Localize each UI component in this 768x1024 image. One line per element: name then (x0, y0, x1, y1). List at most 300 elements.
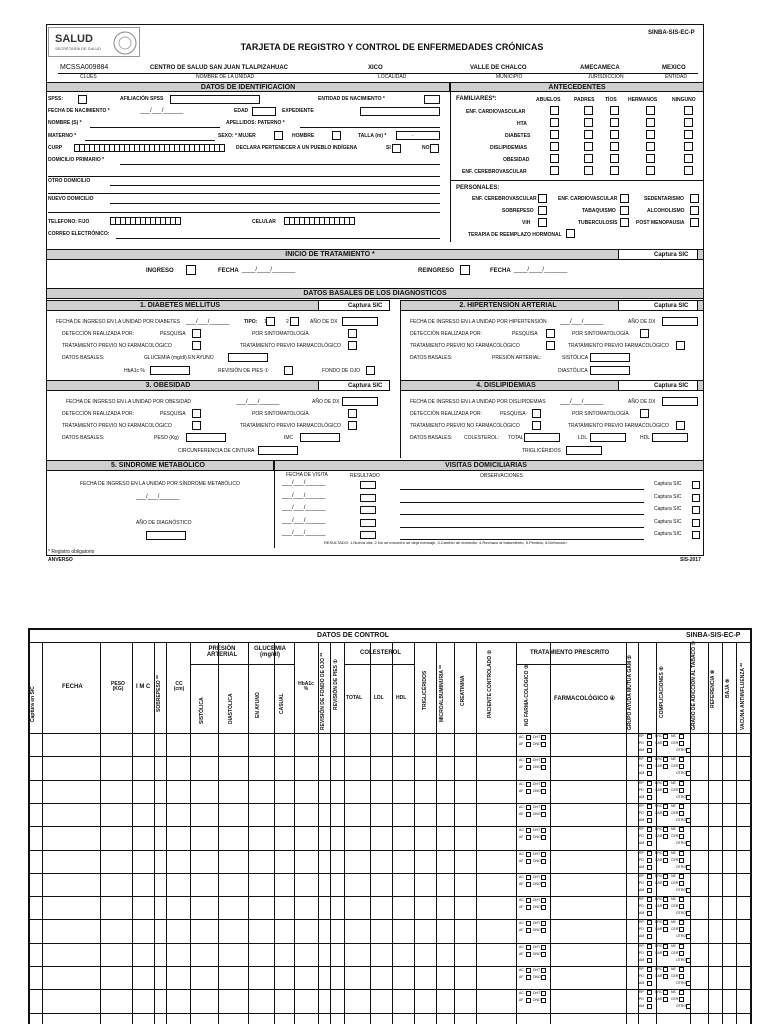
comp-checkbox[interactable] (647, 795, 652, 800)
comp-checkbox[interactable] (679, 851, 684, 856)
comp-option: PD (639, 997, 644, 1002)
comp-checkbox[interactable] (647, 827, 652, 832)
comp-checkbox[interactable] (647, 781, 652, 786)
nuevo-dom-line-2[interactable] (48, 212, 440, 213)
familiar-checkbox[interactable] (646, 142, 655, 151)
nf-checkbox[interactable] (526, 952, 531, 957)
familiar-checkbox[interactable] (550, 130, 559, 139)
p-enf-cerebro-checkbox[interactable] (538, 194, 547, 203)
comp-checkbox[interactable] (663, 897, 668, 902)
comp-checkbox[interactable] (663, 804, 668, 809)
comp-checkbox[interactable] (647, 927, 652, 932)
ingreso-label: INGRESO (146, 268, 174, 274)
comp-option: NE (671, 803, 676, 808)
familiar-checkbox[interactable] (584, 166, 593, 175)
dm-anio-field[interactable] (342, 317, 378, 326)
comp-checkbox[interactable] (686, 888, 691, 893)
ob-pesquisa-checkbox[interactable] (192, 409, 201, 418)
visita-captura-checkbox[interactable] (692, 506, 700, 514)
comp-checkbox[interactable] (647, 818, 652, 823)
comp-checkbox[interactable] (679, 764, 684, 769)
familiar-checkbox[interactable] (610, 154, 619, 163)
comp-checkbox[interactable] (647, 788, 652, 793)
visita-fecha[interactable]: ___/___/______ (282, 492, 326, 499)
comp-checkbox[interactable] (679, 881, 684, 886)
comp-checkbox[interactable] (647, 974, 652, 979)
nf-checkbox[interactable] (526, 928, 531, 933)
nf-checkbox[interactable] (526, 805, 531, 810)
p-sobrepeso-checkbox[interactable] (538, 206, 547, 215)
comp-checkbox[interactable] (679, 990, 684, 995)
dm-tipo2-checkbox[interactable] (290, 317, 299, 326)
ob-sintomatologia-checkbox[interactable] (348, 409, 357, 418)
familiar-checkbox[interactable] (550, 118, 559, 127)
paterno-line[interactable] (300, 127, 440, 128)
nf-checkbox[interactable] (526, 905, 531, 910)
nf-checkbox[interactable] (526, 975, 531, 980)
familiar-checkbox[interactable] (646, 106, 655, 115)
afiliacion-field[interactable] (170, 95, 260, 104)
nf-checkbox[interactable] (526, 735, 531, 740)
hta-farm-checkbox[interactable] (676, 341, 685, 350)
comp-checkbox[interactable] (679, 804, 684, 809)
visita-captura-checkbox[interactable] (692, 494, 700, 502)
p-vih-checkbox[interactable] (538, 218, 547, 227)
telefono-field[interactable] (110, 217, 180, 225)
comp-checkbox[interactable] (679, 951, 684, 956)
tratamiento-title: INICIO DE TRATAMIENTO * (285, 251, 375, 258)
materno-line[interactable] (85, 140, 215, 141)
nf-checkbox[interactable] (541, 789, 546, 794)
otro-dom-line-2[interactable] (48, 193, 440, 194)
hombre-checkbox[interactable] (332, 131, 341, 140)
cc-header: CC (cm) (173, 681, 185, 692)
comp-checkbox[interactable] (679, 897, 684, 902)
nf-checkbox[interactable] (541, 735, 546, 740)
talla-field[interactable] (396, 131, 440, 140)
nf-checkbox[interactable] (541, 898, 546, 903)
nf-option: DHT (533, 991, 541, 996)
ob-farm-checkbox[interactable] (348, 421, 357, 430)
familiar-checkbox[interactable] (550, 106, 559, 115)
comp-checkbox[interactable] (679, 904, 684, 909)
nf-checkbox[interactable] (526, 882, 531, 887)
edad-label: EDAD (234, 108, 249, 114)
dl-nofarm-checkbox[interactable] (532, 421, 541, 430)
comp-checkbox[interactable] (686, 748, 691, 753)
visita-resultado-field[interactable] (360, 506, 376, 514)
comp-checkbox[interactable] (679, 834, 684, 839)
familiar-checkbox[interactable] (646, 166, 655, 175)
familiar-checkbox[interactable] (550, 166, 559, 175)
dm-tipo1-checkbox[interactable] (266, 317, 275, 326)
p-alcoholismo-checkbox[interactable] (690, 206, 699, 215)
nf-checkbox[interactable] (526, 875, 531, 880)
dm-glucemia-field[interactable] (228, 353, 268, 362)
p-tabaquismo-checkbox[interactable] (620, 206, 629, 215)
otro-dom-line[interactable] (110, 185, 440, 186)
nf-checkbox[interactable] (541, 905, 546, 910)
comp-checkbox[interactable] (663, 951, 668, 956)
familiar-checkbox[interactable] (584, 154, 593, 163)
sm-anio-field[interactable] (146, 531, 186, 540)
comp-checkbox[interactable] (686, 795, 691, 800)
comp-checkbox[interactable] (663, 920, 668, 925)
comp-checkbox[interactable] (647, 874, 652, 879)
label-municipality: MUNICIPIO (496, 74, 523, 80)
entidad-nac-field[interactable] (424, 95, 440, 104)
domicilio-line-2[interactable] (48, 176, 440, 177)
comp-checkbox[interactable] (647, 920, 652, 925)
nf-checkbox[interactable] (541, 812, 546, 817)
comp-checkbox[interactable] (686, 958, 691, 963)
unit-name[interactable]: CENTRO DE SALUD SAN JUAN TLALPIZAHUAC (150, 65, 288, 71)
nf-checkbox[interactable] (541, 805, 546, 810)
presion-glucemia-subline (190, 664, 294, 665)
familiar-checkbox[interactable] (584, 130, 593, 139)
comp-checkbox[interactable] (647, 911, 652, 916)
nf-checkbox[interactable] (526, 852, 531, 857)
nf-checkbox[interactable] (526, 991, 531, 996)
nf-checkbox[interactable] (526, 859, 531, 864)
p-tuberculosis-checkbox[interactable] (620, 218, 629, 227)
comp-checkbox[interactable] (647, 958, 652, 963)
comp-checkbox[interactable] (647, 888, 652, 893)
dl-ldl-field[interactable] (590, 433, 626, 442)
comp-checkbox[interactable] (647, 757, 652, 762)
visita-resultado-field[interactable] (360, 531, 376, 539)
nf-checkbox[interactable] (526, 921, 531, 926)
hta-diastolica-field[interactable] (590, 366, 630, 375)
nf-checkbox[interactable] (541, 875, 546, 880)
ob-cintura-field[interactable] (258, 446, 298, 455)
en-ayuno-header: EN AYUNO (255, 692, 261, 718)
nf-checkbox[interactable] (526, 812, 531, 817)
visita-captura-checkbox[interactable] (692, 531, 700, 539)
fecha-nac-blank[interactable]: ___/___/______ (140, 108, 184, 114)
comp-checkbox[interactable] (663, 781, 668, 786)
comp-checkbox[interactable] (647, 990, 652, 995)
nf-checkbox[interactable] (541, 859, 546, 864)
visita-fecha[interactable]: ___/___/______ (282, 517, 326, 524)
nf-checkbox[interactable] (526, 828, 531, 833)
ingreso-fecha-blank[interactable]: ____/____/_______ (242, 267, 296, 273)
nf-checkbox[interactable] (526, 835, 531, 840)
dm-revision-checkbox[interactable] (284, 366, 293, 375)
comp-checkbox[interactable] (647, 944, 652, 949)
comp-checkbox[interactable] (679, 997, 684, 1002)
comp-checkbox[interactable] (686, 1004, 691, 1009)
comp-checkbox[interactable] (679, 920, 684, 925)
comp-checkbox[interactable] (663, 851, 668, 856)
comp-checkbox[interactable] (647, 981, 652, 986)
p-menopausia-checkbox[interactable] (690, 218, 699, 227)
comp-checkbox[interactable] (663, 858, 668, 863)
ingreso-checkbox[interactable] (186, 265, 196, 275)
comp-checkbox[interactable] (647, 734, 652, 739)
dl-pesquisa-checkbox[interactable] (532, 409, 541, 418)
diabetes-captura: Captura SIC (348, 303, 383, 309)
comp-checkbox[interactable] (663, 874, 668, 879)
comp-checkbox[interactable] (647, 967, 652, 972)
familiar-checkbox[interactable] (646, 118, 655, 127)
comp-checkbox[interactable] (663, 944, 668, 949)
nf-checkbox[interactable] (541, 968, 546, 973)
clues-value[interactable]: MCSSA009884 (60, 64, 109, 71)
nf-checkbox[interactable] (541, 758, 546, 763)
comp-checkbox[interactable] (679, 734, 684, 739)
dm-fecha-blank[interactable]: ___/___/______ (186, 319, 230, 325)
familiar-checkbox[interactable] (684, 118, 693, 127)
comp-checkbox[interactable] (647, 997, 652, 1002)
visita-observaciones-line[interactable] (400, 489, 644, 490)
indigena-no-checkbox[interactable] (430, 144, 439, 153)
ob-nofarm-checkbox[interactable] (192, 421, 201, 430)
nf-checkbox[interactable] (526, 968, 531, 973)
familiar-checkbox[interactable] (646, 154, 655, 163)
dl-total-field[interactable] (524, 433, 560, 442)
dm-nofarm-checkbox[interactable] (192, 341, 201, 350)
comp-checkbox[interactable] (679, 858, 684, 863)
comp-checkbox[interactable] (663, 997, 668, 1002)
comp-checkbox[interactable] (663, 734, 668, 739)
comp-checkbox[interactable] (647, 897, 652, 902)
familiar-checkbox[interactable] (584, 118, 593, 127)
nombre-line[interactable] (90, 127, 220, 128)
p-enf-cardio-checkbox[interactable] (620, 194, 629, 203)
celular-label: CELULAR (252, 219, 276, 225)
comp-checkbox[interactable] (679, 781, 684, 786)
comp-checkbox[interactable] (686, 841, 691, 846)
control-title: DATOS DE CONTROL (316, 632, 390, 639)
comp-checkbox[interactable] (647, 881, 652, 886)
comp-checkbox[interactable] (647, 1004, 652, 1009)
nf-checkbox[interactable] (541, 828, 546, 833)
comp-checkbox[interactable] (663, 788, 668, 793)
reingreso-fecha-blank[interactable]: ____/____/_______ (514, 267, 568, 273)
ob-fecha-blank[interactable]: ___/___/______ (236, 399, 280, 405)
comp-checkbox[interactable] (663, 834, 668, 839)
comp-checkbox[interactable] (686, 865, 691, 870)
comp-checkbox[interactable] (647, 771, 652, 776)
nuevo-dom-line[interactable] (110, 203, 440, 204)
comp-checkbox[interactable] (663, 881, 668, 886)
comp-checkbox[interactable] (647, 741, 652, 746)
dm-farm-checkbox[interactable] (348, 341, 357, 350)
municipality-value[interactable]: VALLE DE CHALCO (470, 65, 527, 71)
spss-checkbox[interactable] (78, 95, 87, 104)
comp-checkbox[interactable] (663, 990, 668, 995)
comp-checkbox[interactable] (686, 934, 691, 939)
nf-option: AF (519, 928, 524, 933)
comp-checkbox[interactable] (679, 757, 684, 762)
nf-checkbox[interactable] (541, 782, 546, 787)
table-row[interactable] (28, 1013, 752, 1014)
dl-trigliceridos-label: TRIGLICÉRIDOS (522, 448, 561, 454)
familiar-checkbox[interactable] (610, 130, 619, 139)
p-terapia-checkbox[interactable] (566, 229, 575, 238)
familiar-checkbox[interactable] (610, 142, 619, 151)
jurisdiction-value[interactable]: AMECAMECA (580, 65, 620, 71)
familiar-checkbox[interactable] (584, 142, 593, 151)
comp-checkbox[interactable] (647, 858, 652, 863)
visita-observaciones-line[interactable] (400, 502, 644, 503)
familiar-checkbox[interactable] (584, 106, 593, 115)
dl-fecha-blank[interactable]: ___/___/______ (560, 399, 604, 405)
familiar-checkbox[interactable] (684, 106, 693, 115)
hta-sintomatologia-checkbox[interactable] (640, 329, 649, 338)
comp-option: CER (671, 974, 679, 978)
visita-fecha[interactable]: ___/___/______ (282, 505, 326, 511)
nf-checkbox[interactable] (541, 852, 546, 857)
comp-checkbox[interactable] (686, 771, 691, 776)
comp-checkbox[interactable] (647, 865, 652, 870)
dl-anio-field[interactable] (662, 397, 698, 406)
nf-checkbox[interactable] (541, 882, 546, 887)
comp-checkbox[interactable] (663, 904, 668, 909)
familiar-checkbox[interactable] (646, 130, 655, 139)
comp-checkbox[interactable] (679, 788, 684, 793)
dl-hdl-label: HDL (640, 435, 651, 441)
nf-checkbox[interactable] (541, 952, 546, 957)
nf-checkbox[interactable] (541, 998, 546, 1003)
comp-checkbox[interactable] (663, 967, 668, 972)
comp-option: CAR (655, 764, 663, 769)
familiar-checkbox[interactable] (610, 118, 619, 127)
ob-anio-field[interactable] (342, 397, 378, 406)
familiar-checkbox[interactable] (684, 142, 693, 151)
comp-checkbox[interactable] (663, 811, 668, 816)
dl-trigliceridos-field[interactable] (566, 446, 602, 455)
comp-checkbox[interactable] (647, 764, 652, 769)
edad-field[interactable] (252, 107, 276, 116)
comp-checkbox[interactable] (679, 927, 684, 932)
dm-fondo-checkbox[interactable] (366, 366, 375, 375)
comp-checkbox[interactable] (679, 944, 684, 949)
familiar-checkbox[interactable] (684, 166, 693, 175)
comp-checkbox[interactable] (663, 827, 668, 832)
curp-field[interactable] (74, 144, 224, 152)
comp-checkbox[interactable] (679, 967, 684, 972)
nf-checkbox[interactable] (526, 782, 531, 787)
comp-checkbox[interactable] (686, 911, 691, 916)
comp-checkbox[interactable] (647, 748, 652, 753)
comp-checkbox[interactable] (647, 804, 652, 809)
sm-fecha-blank[interactable]: ___/___/______ (136, 494, 180, 500)
nf-checkbox[interactable] (526, 742, 531, 747)
hta-pesquisa-checkbox[interactable] (546, 329, 555, 338)
comp-checkbox[interactable] (663, 927, 668, 932)
domicilio-line[interactable] (120, 164, 440, 165)
celular-field[interactable] (284, 217, 354, 225)
comp-checkbox[interactable] (647, 811, 652, 816)
hta-anio-field[interactable] (662, 317, 698, 326)
locality-value[interactable]: XICO (368, 65, 383, 71)
comp-option: NE (671, 734, 676, 738)
comp-checkbox[interactable] (663, 764, 668, 769)
comp-checkbox[interactable] (647, 951, 652, 956)
familiar-checkbox[interactable] (610, 166, 619, 175)
nf-checkbox[interactable] (526, 998, 531, 1003)
familiar-checkbox[interactable] (610, 106, 619, 115)
comp-checkbox[interactable] (663, 974, 668, 979)
expediente-field[interactable] (360, 107, 440, 116)
dm-hba1c-field[interactable] (150, 366, 190, 375)
p-sedentarismo-checkbox[interactable] (690, 194, 699, 203)
dm-sintomatologia-checkbox[interactable] (348, 329, 357, 338)
dm-pesquisa-checkbox[interactable] (192, 329, 201, 338)
comp-option: CER (671, 880, 679, 885)
comp-checkbox[interactable] (679, 974, 684, 979)
nf-checkbox[interactable] (541, 921, 546, 926)
familiar-checkbox[interactable] (684, 130, 693, 139)
dl-farm-checkbox[interactable] (676, 421, 685, 430)
familiar-checkbox[interactable] (550, 154, 559, 163)
ob-peso-field[interactable] (186, 433, 226, 442)
comp-checkbox[interactable] (679, 827, 684, 832)
visita-resultado-field[interactable] (360, 519, 376, 527)
correo-line[interactable] (116, 238, 440, 239)
comp-checkbox[interactable] (663, 741, 668, 746)
hta-nofarm-checkbox[interactable] (546, 341, 555, 350)
nf-checkbox[interactable] (526, 765, 531, 770)
visita-resultado-field[interactable] (360, 494, 376, 502)
hta-fecha-blank[interactable]: ___/___/______ (560, 319, 604, 325)
nf-checkbox[interactable] (541, 835, 546, 840)
familiar-checkbox[interactable] (550, 142, 559, 151)
ant-row-cerebro: ENF. CEREBROVASCULAR (462, 169, 527, 175)
nf-checkbox[interactable] (541, 928, 546, 933)
nf-checkbox[interactable] (526, 789, 531, 794)
visita-captura-checkbox[interactable] (692, 519, 700, 527)
comp-checkbox[interactable] (679, 811, 684, 816)
entity-value[interactable]: MEXICO (662, 65, 686, 71)
comp-checkbox[interactable] (647, 834, 652, 839)
comp-checkbox[interactable] (679, 741, 684, 746)
mujer-checkbox[interactable] (274, 131, 283, 140)
dl-sintomatologia-checkbox[interactable] (640, 409, 649, 418)
nf-checkbox[interactable] (541, 765, 546, 770)
comp-checkbox[interactable] (686, 981, 691, 986)
nf-checkbox[interactable] (526, 758, 531, 763)
comp-checkbox[interactable] (679, 874, 684, 879)
visita-fecha[interactable]: ___/___/______ (282, 530, 326, 536)
comp-checkbox[interactable] (663, 757, 668, 762)
comp-checkbox[interactable] (686, 818, 691, 823)
reingreso-checkbox[interactable] (460, 265, 470, 275)
visita-fecha[interactable]: ___/___/______ (282, 480, 326, 486)
familiar-checkbox[interactable] (684, 154, 693, 163)
comp-checkbox[interactable] (647, 904, 652, 909)
nf-checkbox[interactable] (541, 945, 546, 950)
visita-observaciones-line[interactable] (400, 527, 644, 528)
comp-checkbox[interactable] (647, 851, 652, 856)
comp-checkbox[interactable] (647, 934, 652, 939)
visita-captura-checkbox[interactable] (692, 481, 700, 489)
nf-checkbox[interactable] (541, 991, 546, 996)
visita-observaciones-line[interactable] (400, 514, 644, 515)
indigena-si-checkbox[interactable] (392, 144, 401, 153)
nf-checkbox[interactable] (526, 945, 531, 950)
ob-imc-field[interactable] (300, 433, 340, 442)
hta-sistolica-field[interactable] (590, 353, 630, 362)
nf-checkbox[interactable] (541, 975, 546, 980)
nf-checkbox[interactable] (541, 742, 546, 747)
dl-hdl-field[interactable] (652, 433, 688, 442)
visita-resultado-field[interactable] (360, 481, 376, 489)
nf-checkbox[interactable] (526, 898, 531, 903)
comp-checkbox[interactable] (647, 841, 652, 846)
